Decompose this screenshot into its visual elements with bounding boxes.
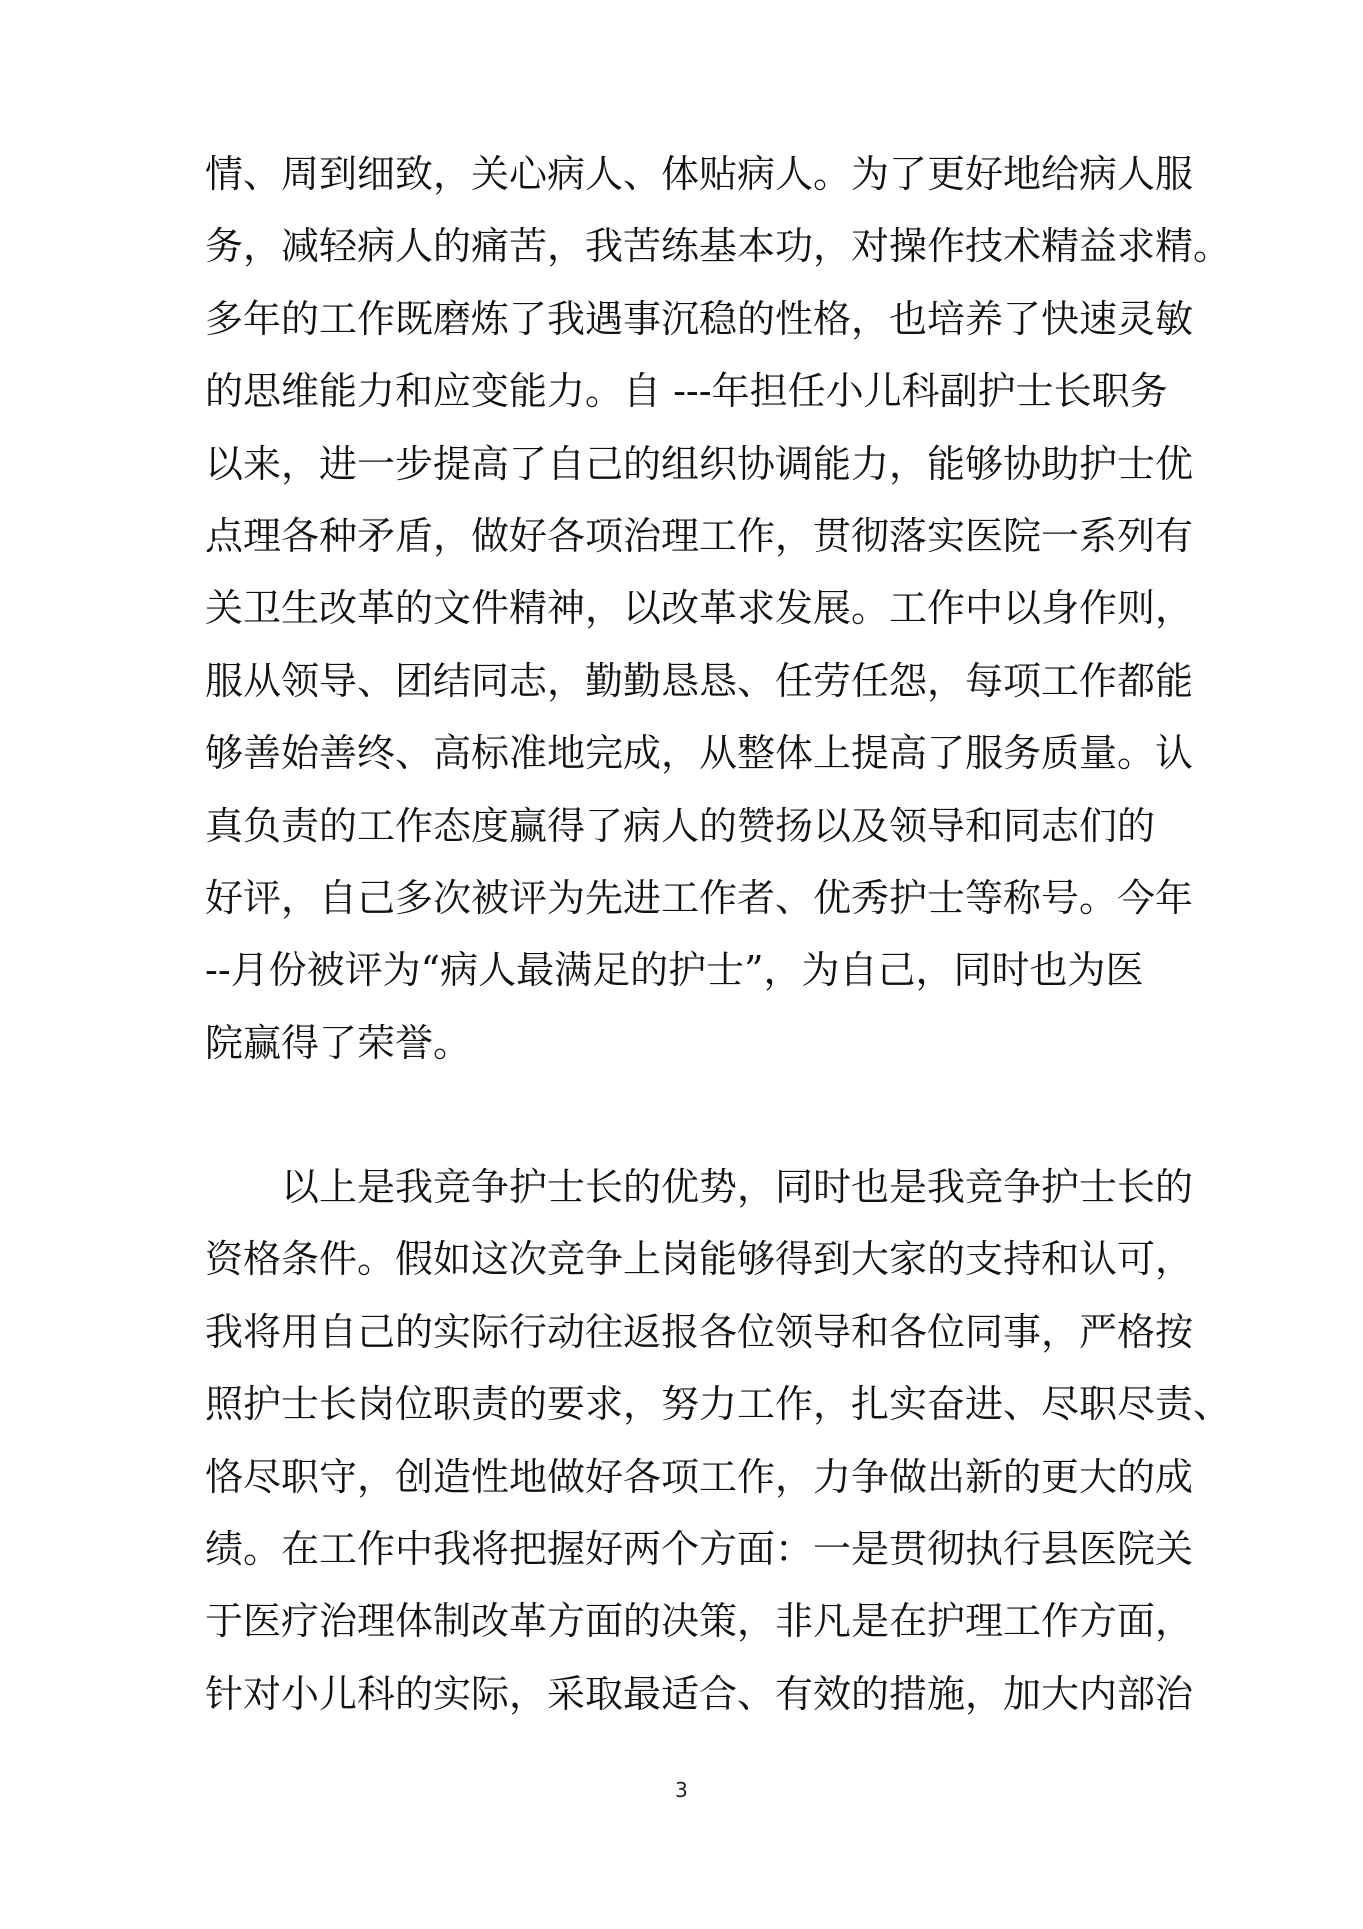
paragraph-line: 恪尽职守，创造性地做好各项工作，力争做出新的更大的成 <box>205 1454 1194 1499</box>
paragraph-line: 好评，自己多次被评为先进工作者、优秀护士等称号。今年 <box>205 875 1194 920</box>
paragraph-line: 的思维能力和应变能力。自 ---年担任小儿科副护士长职务 <box>205 369 1168 414</box>
paragraph-1 <box>205 138 1232 1079</box>
paragraph-line: 院赢得了荣誉。 <box>205 1020 472 1065</box>
paragraph-line: 点理各种矛盾，做好各项治理工作，贯彻落实医院一系列有 <box>205 513 1194 558</box>
paragraph-line: 以上是我竞争护士长的优势，同时也是我竞争护士长的 <box>281 1165 1194 1210</box>
paragraph-line: 服从领导、团结同志，勤勤恳恳、任劳任怨，每项工作都能 <box>205 658 1194 703</box>
paragraph-line: 资格条件。假如这次竞争上岗能够得到大家的支持和认可， <box>205 1237 1194 1282</box>
paragraph-line: --月份被评为“病人最满足的护士”，为自己，同时也为医 <box>205 948 1144 993</box>
paragraph-line: 于医疗治理体制改革方面的决策，非凡是在护理工作方面， <box>205 1599 1194 1644</box>
paragraph-line: 务，减轻病人的痛苦，我苦练基本功，对操作技术精益求精。 <box>205 224 1232 269</box>
paragraph-line: 够善始善终、高标准地完成，从整体上提高了服务质量。认 <box>205 731 1194 776</box>
page-number: 3 <box>675 1778 688 1802</box>
paragraph-line: 多年的工作既磨炼了我遇事沉稳的性格，也培养了快速灵敏 <box>205 296 1194 341</box>
paragraph-line: 绩。在工作中我将把握好两个方面：一是贯彻执行县医院关 <box>205 1527 1194 1572</box>
paragraph-line: 情、周到细致，关心病人、体贴病人。为了更好地给病人服 <box>205 152 1194 196</box>
paragraph-line: 以来，进一步提高了自己的组织协调能力，能够协助护士优 <box>205 441 1194 486</box>
paragraph-line: 照护士长岗位职责的要求，努力工作，扎实奋进、尽职尽责、 <box>205 1382 1232 1427</box>
document-body <box>205 138 1232 1730</box>
paragraph-line: 关卫生改革的文件精神，以改革求发展。工作中以身作则， <box>205 586 1194 631</box>
paragraph-line: 针对小儿科的实际，采取最适合、有效的措施，加大内部治 <box>205 1671 1194 1716</box>
paragraph-line: 我将用自己的实际行动往返报各位领导和各位同事，严格按 <box>205 1309 1194 1354</box>
paragraph-line: 真负责的工作态度赢得了病人的赞扬以及领导和同志们的 <box>205 803 1156 848</box>
paragraph-2 <box>205 1151 1232 1730</box>
